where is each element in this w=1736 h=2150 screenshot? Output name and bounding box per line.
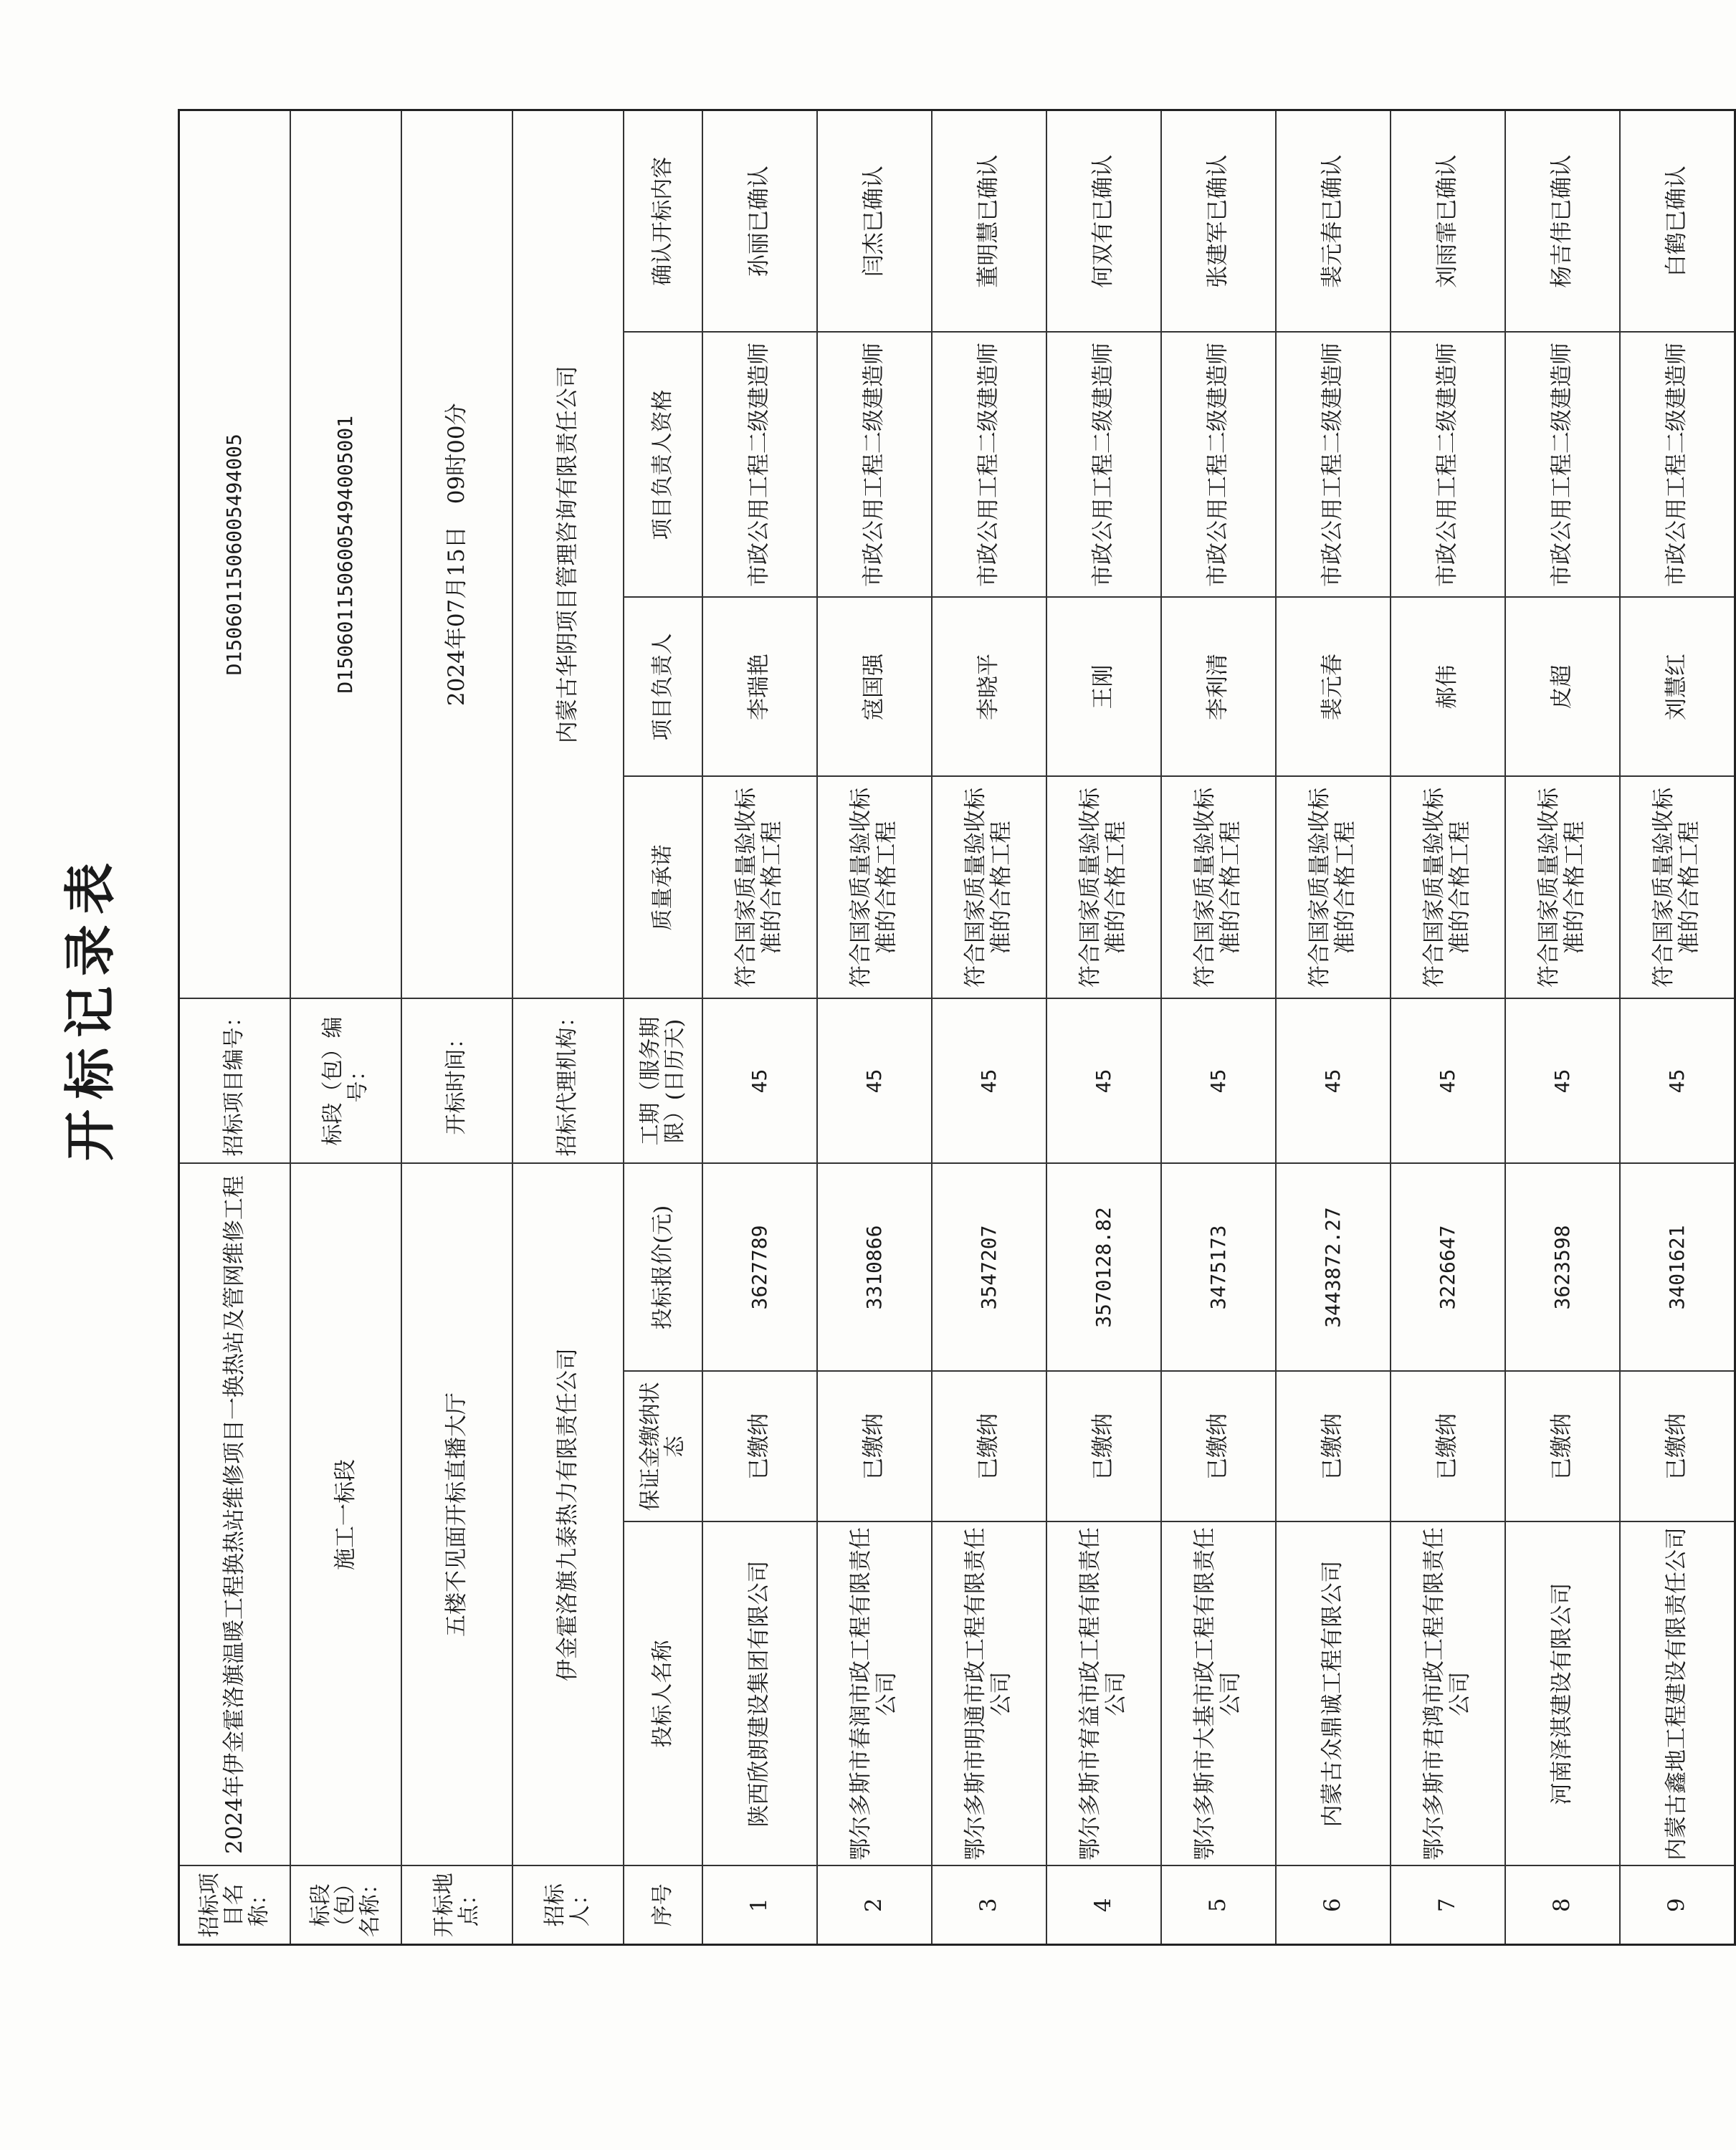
manager-qualification: 市政公用工程二级建造师 (1620, 333, 1735, 598)
bid-opening-record-table (178, 109, 1736, 1946)
deposit-status: 已缴纳 (1620, 1372, 1735, 1522)
project-manager: 皮超 (1505, 598, 1620, 777)
table-row (1620, 110, 1735, 1944)
project-manager: 寇国强 (817, 598, 932, 777)
confirmation: 刘雨霏已确认 (1391, 110, 1505, 332)
deposit-status: 已缴纳 (817, 1372, 932, 1522)
deposit-status: 已缴纳 (1505, 1372, 1620, 1522)
bid-price: 3475173 (1161, 1164, 1276, 1372)
time-label: 开标时间： (401, 999, 512, 1164)
period-days: 45 (702, 999, 817, 1164)
bidder-name: 鄂尔多斯市宥益市政工程有限责任公司 (1046, 1522, 1161, 1866)
bidder-name: 鄂尔多斯市春润市政工程有限责任公司 (817, 1522, 932, 1866)
table-row (1276, 110, 1391, 1944)
deposit-status: 已缴纳 (1046, 1372, 1161, 1522)
table-row (817, 110, 932, 1944)
col-header-no: 序号 (624, 1866, 702, 1945)
project-no-label: 招标项目编号： (179, 999, 291, 1164)
tenderer-label: 招标人： (512, 1866, 624, 1945)
agency-label: 招标代理机构： (512, 999, 624, 1164)
quality-commitment: 符合国家质量验收标准的合格工程 (1505, 777, 1620, 999)
project-manager: 李晓平 (932, 598, 1046, 777)
confirmation: 裴元春已确认 (1276, 110, 1391, 332)
row-no: 4 (1046, 1866, 1161, 1945)
section-name: 施工一标段 (290, 1164, 401, 1866)
section-no-label: 标段（包）编号： (290, 999, 401, 1164)
bid-price: 3443872.27 (1276, 1164, 1391, 1372)
tenderer: 伊金霍洛旗九泰热力有限责任公司 (512, 1164, 624, 1866)
info-row-tenderer (512, 110, 624, 1944)
period-days: 45 (1505, 999, 1620, 1164)
manager-qualification: 市政公用工程二级建造师 (817, 333, 932, 598)
bidder-name: 鄂尔多斯市明通市政工程有限责任公司 (932, 1522, 1046, 1866)
record-table-frame (178, 111, 1702, 1946)
col-header-manager: 项目负责人 (624, 598, 702, 777)
col-header-quality: 质量承诺 (624, 777, 702, 999)
open-time: 2024年07月15日 09时00分 (401, 110, 512, 998)
row-no: 6 (1276, 1866, 1391, 1945)
bidder-name: 鄂尔多斯市君鸿市政工程有限责任公司 (1391, 1522, 1505, 1866)
period-days: 45 (1391, 999, 1505, 1164)
row-no: 8 (1505, 1866, 1620, 1945)
row-no: 5 (1161, 1866, 1276, 1945)
quality-commitment: 符合国家质量验收标准的合格工程 (1046, 777, 1161, 999)
location: 五楼不见面开标直播大厅 (401, 1164, 512, 1866)
row-no: 1 (702, 1866, 817, 1945)
row-no: 3 (932, 1866, 1046, 1945)
confirmation: 何双有已确认 (1046, 110, 1161, 332)
bidder-name: 鄂尔多斯市大基市政工程有限责任公司 (1161, 1522, 1276, 1866)
col-header-period: 工期（服务期限）(日历天) (624, 999, 702, 1164)
project-manager: 王刚 (1046, 598, 1161, 777)
row-no: 7 (1391, 1866, 1505, 1945)
period-days: 45 (1620, 999, 1735, 1164)
row-no: 9 (1620, 1866, 1735, 1945)
table-row (1046, 110, 1161, 1944)
project-name-label: 招标项目名称： (179, 1866, 291, 1945)
bidder-name: 河南泽淇建设有限公司 (1505, 1522, 1620, 1866)
project-manager: 刘慧红 (1620, 598, 1735, 777)
bidder-name: 内蒙古鑫地工程建设有限责任公司 (1620, 1522, 1735, 1866)
deposit-status: 已缴纳 (1161, 1372, 1276, 1522)
col-header-price: 投标报价(元) (624, 1164, 702, 1372)
manager-qualification: 市政公用工程二级建造师 (1505, 333, 1620, 598)
project-manager: 李利清 (1161, 598, 1276, 777)
manager-qualification: 市政公用工程二级建造师 (702, 333, 817, 598)
manager-qualification: 市政公用工程二级建造师 (1046, 333, 1161, 598)
info-row-section (290, 110, 401, 1944)
col-header-confirm: 确认开标内容 (624, 110, 702, 332)
bid-price: 3623598 (1505, 1164, 1620, 1372)
col-header-deposit: 保证金缴纳状态 (624, 1372, 702, 1522)
deposit-status: 已缴纳 (1391, 1372, 1505, 1522)
quality-commitment: 符合国家质量验收标准的合格工程 (817, 777, 932, 999)
period-days: 45 (1046, 999, 1161, 1164)
period-days: 45 (1161, 999, 1276, 1164)
info-row-project (179, 110, 291, 1944)
quality-commitment: 符合国家质量验收标准的合格工程 (1620, 777, 1735, 999)
table-header-row (624, 110, 702, 1944)
bidder-name: 陕西欣朗建设集团有限公司 (702, 1522, 817, 1866)
table-row (1505, 110, 1620, 1944)
page-title: 开标记录表 (59, 852, 120, 1161)
period-days: 45 (817, 999, 932, 1164)
table-row (1161, 110, 1276, 1944)
bid-price: 3570128.82 (1046, 1164, 1161, 1372)
manager-qualification: 市政公用工程二级建造师 (1161, 333, 1276, 598)
confirmation: 董明慧已确认 (932, 110, 1046, 332)
manager-qualification: 市政公用工程二级建造师 (1276, 333, 1391, 598)
location-label: 开标地点： (401, 1866, 512, 1945)
project-manager: 裴元春 (1276, 598, 1391, 777)
quality-commitment: 符合国家质量验收标准的合格工程 (1161, 777, 1276, 999)
agency: 内蒙古华阴项目管理咨询有限责任公司 (512, 110, 624, 998)
bidder-name: 内蒙古众鼎诚工程有限公司 (1276, 1522, 1391, 1866)
period-days: 45 (1276, 999, 1391, 1164)
section-no: D150601150600549400​5001 (290, 110, 401, 998)
rotated-table-container (178, 111, 1702, 1946)
table-row (1391, 110, 1505, 1944)
deposit-status: 已缴纳 (932, 1372, 1046, 1522)
manager-qualification: 市政公用工程二级建造师 (1391, 333, 1505, 598)
col-header-manager-qualification: 项目负责人资格 (624, 333, 702, 598)
period-days: 45 (932, 999, 1046, 1164)
confirmation: 白鹤已确认 (1620, 110, 1735, 332)
quality-commitment: 符合国家质量验收标准的合格工程 (1391, 777, 1505, 999)
info-row-location (401, 110, 512, 1944)
bid-price: 3310866 (817, 1164, 932, 1372)
deposit-status: 已缴纳 (702, 1372, 817, 1522)
project-name: 2024年伊金霍洛旗温暖工程换热站维修项目一换热站及管网维修工程 (179, 1164, 291, 1866)
quality-commitment: 符合国家质量验收标准的合格工程 (932, 777, 1046, 999)
bid-price: 3547207 (932, 1164, 1046, 1372)
confirmation: 闫杰已确认 (817, 110, 932, 332)
section-name-label: 标段（包）名称： (290, 1866, 401, 1945)
confirmation: 张建军已确认 (1161, 110, 1276, 332)
bid-price: 3226647 (1391, 1164, 1505, 1372)
col-header-bidder: 投标人名称 (624, 1522, 702, 1866)
confirmation: 孙丽已确认 (702, 110, 817, 332)
deposit-status: 已缴纳 (1276, 1372, 1391, 1522)
row-no: 2 (817, 1866, 932, 1945)
project-no: D150601150600549400​5 (179, 110, 291, 998)
quality-commitment: 符合国家质量验收标准的合格工程 (1276, 777, 1391, 999)
confirmation: 杨吉伟已确认 (1505, 110, 1620, 332)
project-manager: 郝伟 (1391, 598, 1505, 777)
table-row (702, 110, 817, 1944)
bid-price: 3627789 (702, 1164, 817, 1372)
manager-qualification: 市政公用工程二级建造师 (932, 333, 1046, 598)
quality-commitment: 符合国家质量验收标准的合格工程 (702, 777, 817, 999)
project-manager: 李瑞艳 (702, 598, 817, 777)
table-row (932, 110, 1046, 1944)
bid-price: 3401621 (1620, 1164, 1735, 1372)
